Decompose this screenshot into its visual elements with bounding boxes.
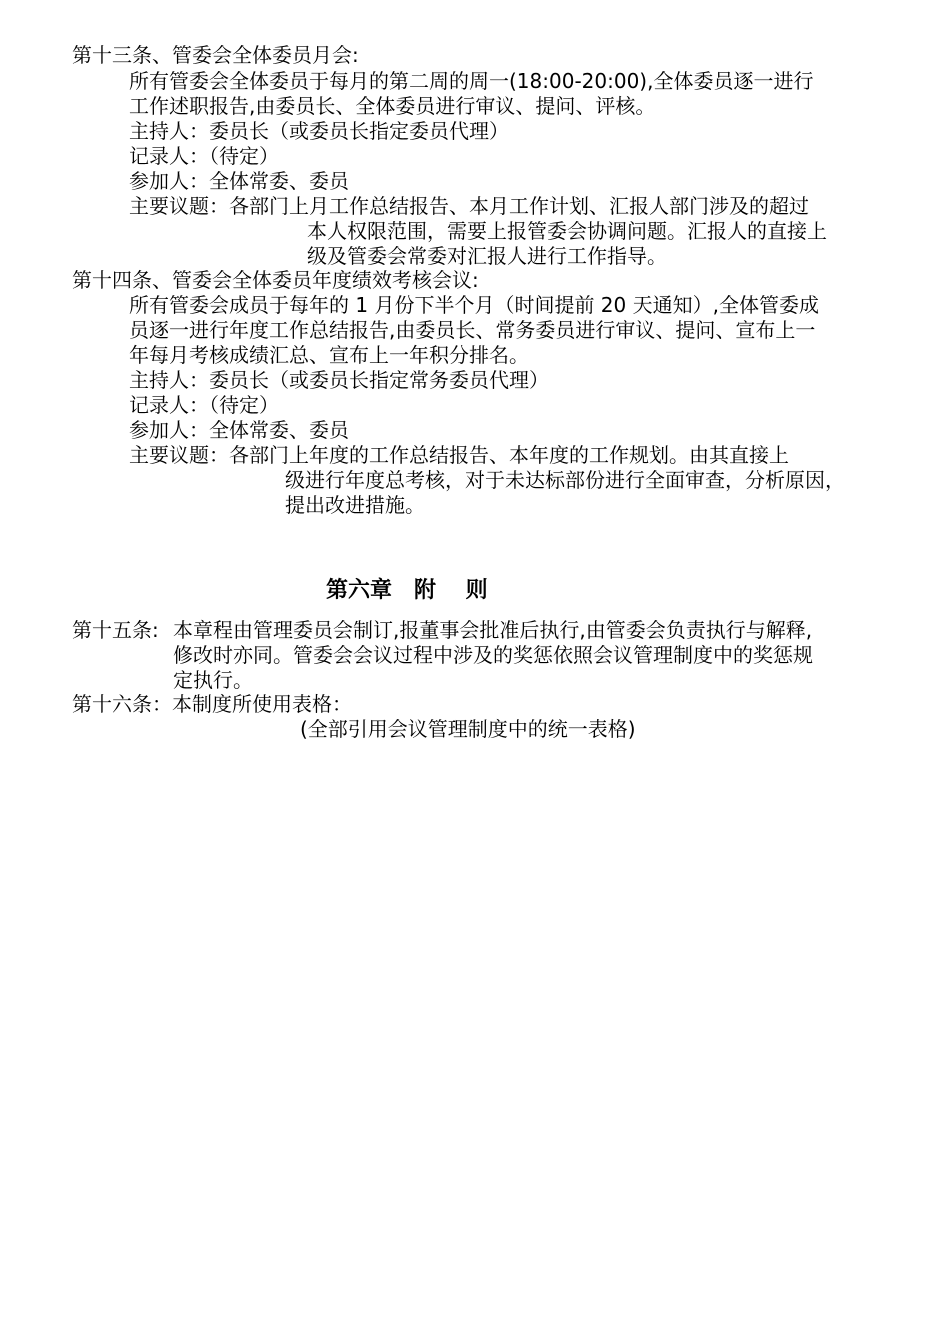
article-14-agenda-line-3: 提出改进措施。 — [285, 493, 425, 517]
article-14-desc-line-1: 所有管委会成员于每年的 1 月份下半个月（时间提前 20 天通知）,全体管委成 — [129, 293, 819, 317]
article-14-agenda-line-1: 主要议题：各部门上年度的工作总结报告、本年度的工作规划。由其直接上 — [129, 443, 789, 467]
article-14-recorder: 记录人：（待定） — [129, 393, 279, 417]
article-14-host: 主持人：委员长（或委员长指定常务委员代理） — [129, 368, 549, 392]
article-14-participants: 参加人：全体常委、委员 — [129, 418, 349, 442]
article-13-agenda-line-3: 级及管委会常委对汇报人进行工作指导。 — [307, 244, 667, 268]
article-13-participants: 参加人：全体常委、委员 — [129, 169, 349, 193]
article-13-agenda-line-1: 主要议题：各部门上月工作总结报告、本月工作计划、汇报人部门涉及的超过 — [129, 194, 809, 218]
article-15-label: 第十五条: — [72, 618, 159, 642]
article-14-desc-line-3: 年每月考核成绩汇总、宣布上一年积分排名。 — [129, 343, 529, 367]
article-15-line-2: 修改时亦同。管委会会议过程中涉及的奖惩依照会议管理制度中的奖惩规 — [173, 643, 813, 667]
article-14-desc-line-2: 员逐一进行年度工作总结报告,由委员长、常务委员进行审议、提问、宣布上一 — [129, 318, 816, 342]
article-15-line-3: 定执行。 — [173, 668, 253, 692]
article-14-heading: 第十四条、管委会全体委员年度绩效考核会议: — [72, 268, 479, 292]
article-13-recorder: 记录人：（待定） — [129, 144, 279, 168]
article-13-host: 主持人：委员长（或委员长指定委员代理） — [129, 119, 509, 143]
article-16-line-1: 第十六条：本制度所使用表格： — [72, 692, 352, 716]
article-15-line-1: 本章程由管理委员会制订,报董事会批准后执行,由管委会负责执行与解释, — [173, 618, 813, 642]
article-14-agenda-line-2: 级进行年度总考核，对于未达标部份进行全面审查，分析原因， — [285, 468, 845, 492]
article-13-agenda-line-2: 本人权限范围，需要上报管委会协调问题。汇报人的直接上 — [307, 219, 827, 243]
article-16-line-2: (全部引用会议管理制度中的统一表格) — [300, 717, 636, 741]
chapter-6-title: 第六章 附 则 — [326, 578, 488, 603]
article-13-desc-line-2: 工作述职报告,由委员长、全体委员进行审议、提问、评核。 — [129, 94, 656, 118]
article-13-desc-line-1: 所有管委会全体委员于每月的第二周的周一(18:00-20:00),全体委员逐一进行 — [129, 69, 814, 93]
article-13-heading: 第十三条、管委会全体委员月会: — [72, 43, 359, 67]
